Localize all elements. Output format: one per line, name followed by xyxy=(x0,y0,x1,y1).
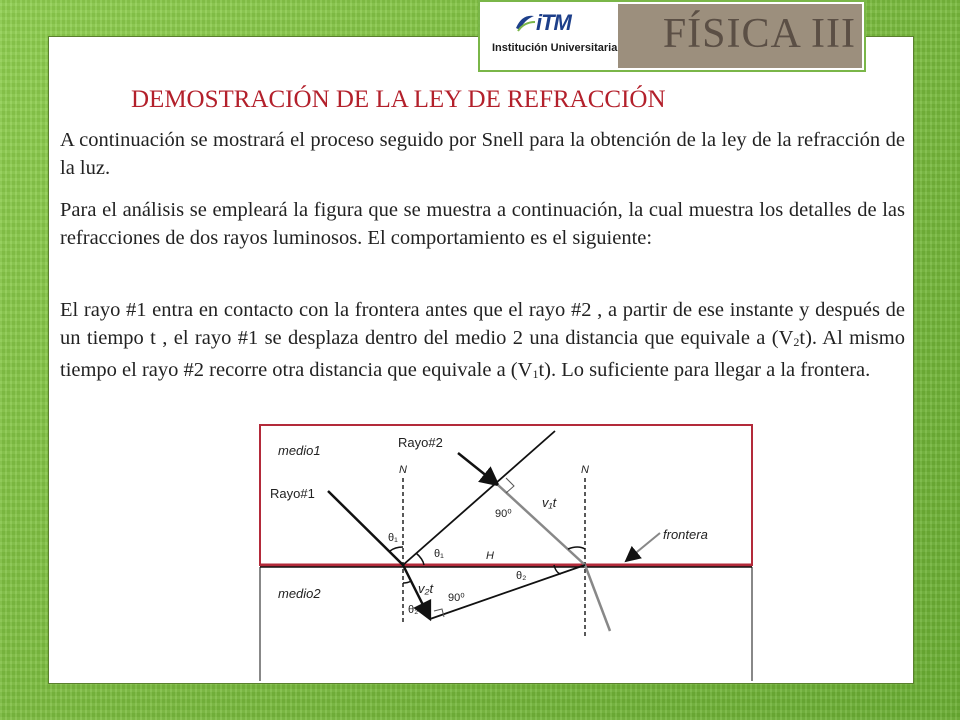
label-v1t: v₁t xyxy=(542,495,557,510)
label-theta2-left: θ₂ xyxy=(408,604,419,616)
header-box xyxy=(478,0,866,72)
label-ray1: Rayo#1 xyxy=(270,486,315,501)
ray2-refracted xyxy=(585,565,610,631)
paragraph-analysis: Para el análisis se empleará la figura que se muestra a continuación, la cual muestra los detalles de las refracciones de dos rayos luminosos. El comportamiento es el siguiente: xyxy=(60,199,905,249)
label-H: H xyxy=(486,550,494,562)
refraction-diagram xyxy=(258,423,754,683)
label-normal-left: N xyxy=(399,464,407,476)
paragraph-behavior-part2: t). Al mismo tiempo el rayo #2 recorre otra distancia que equivale a (V xyxy=(60,327,905,381)
logo-brand-text: iTM xyxy=(536,10,571,35)
paragraph-behavior-part3: t). Lo suficiente para llegar a la frontera. xyxy=(538,359,871,381)
subscript-1: 1 xyxy=(532,367,539,381)
label-theta1-right: θ₁ xyxy=(434,548,444,560)
label-normal-right: N xyxy=(581,464,589,476)
label-medium2: medio2 xyxy=(278,586,321,601)
slide-title: DEMOSTRACIÓN DE LA LEY DE REFRACCIÓN xyxy=(131,86,666,113)
label-medium1: medio1 xyxy=(278,443,321,458)
course-title: FÍSICA III xyxy=(662,11,856,57)
paragraph-behavior-part1: El rayo #1 entra en contacto con la frontera antes que el rayo #2 , a partir de ese instante y después de un tiempo t , el rayo #1 se desplaza dentro del medio 2 una distancia que equivale a (V xyxy=(60,299,905,349)
paragraph-behavior xyxy=(60,296,905,388)
label-right-angle-top: 90⁰ xyxy=(495,508,512,520)
label-frontera: frontera xyxy=(663,527,708,542)
paragraph-intro: A continuación se mostrará el proceso seguido por Snell para la obtención de la ley de la refracción de la luz. xyxy=(60,129,905,179)
institution-logo xyxy=(486,6,638,66)
angle-arc-theta2-left xyxy=(403,581,411,583)
label-ray2: Rayo#2 xyxy=(398,435,443,450)
label-theta2-right: θ₂ xyxy=(516,570,527,582)
logo-subtitle: Institución Universitaria xyxy=(492,42,618,54)
logo-mark-icon xyxy=(514,12,536,34)
course-tab xyxy=(618,4,862,68)
label-right-angle-bottom: 90⁰ xyxy=(448,592,465,604)
label-theta1-left: θ₁ xyxy=(388,532,398,544)
subscript-2: 2 xyxy=(793,335,800,349)
label-v2t: v₂t xyxy=(418,581,434,596)
